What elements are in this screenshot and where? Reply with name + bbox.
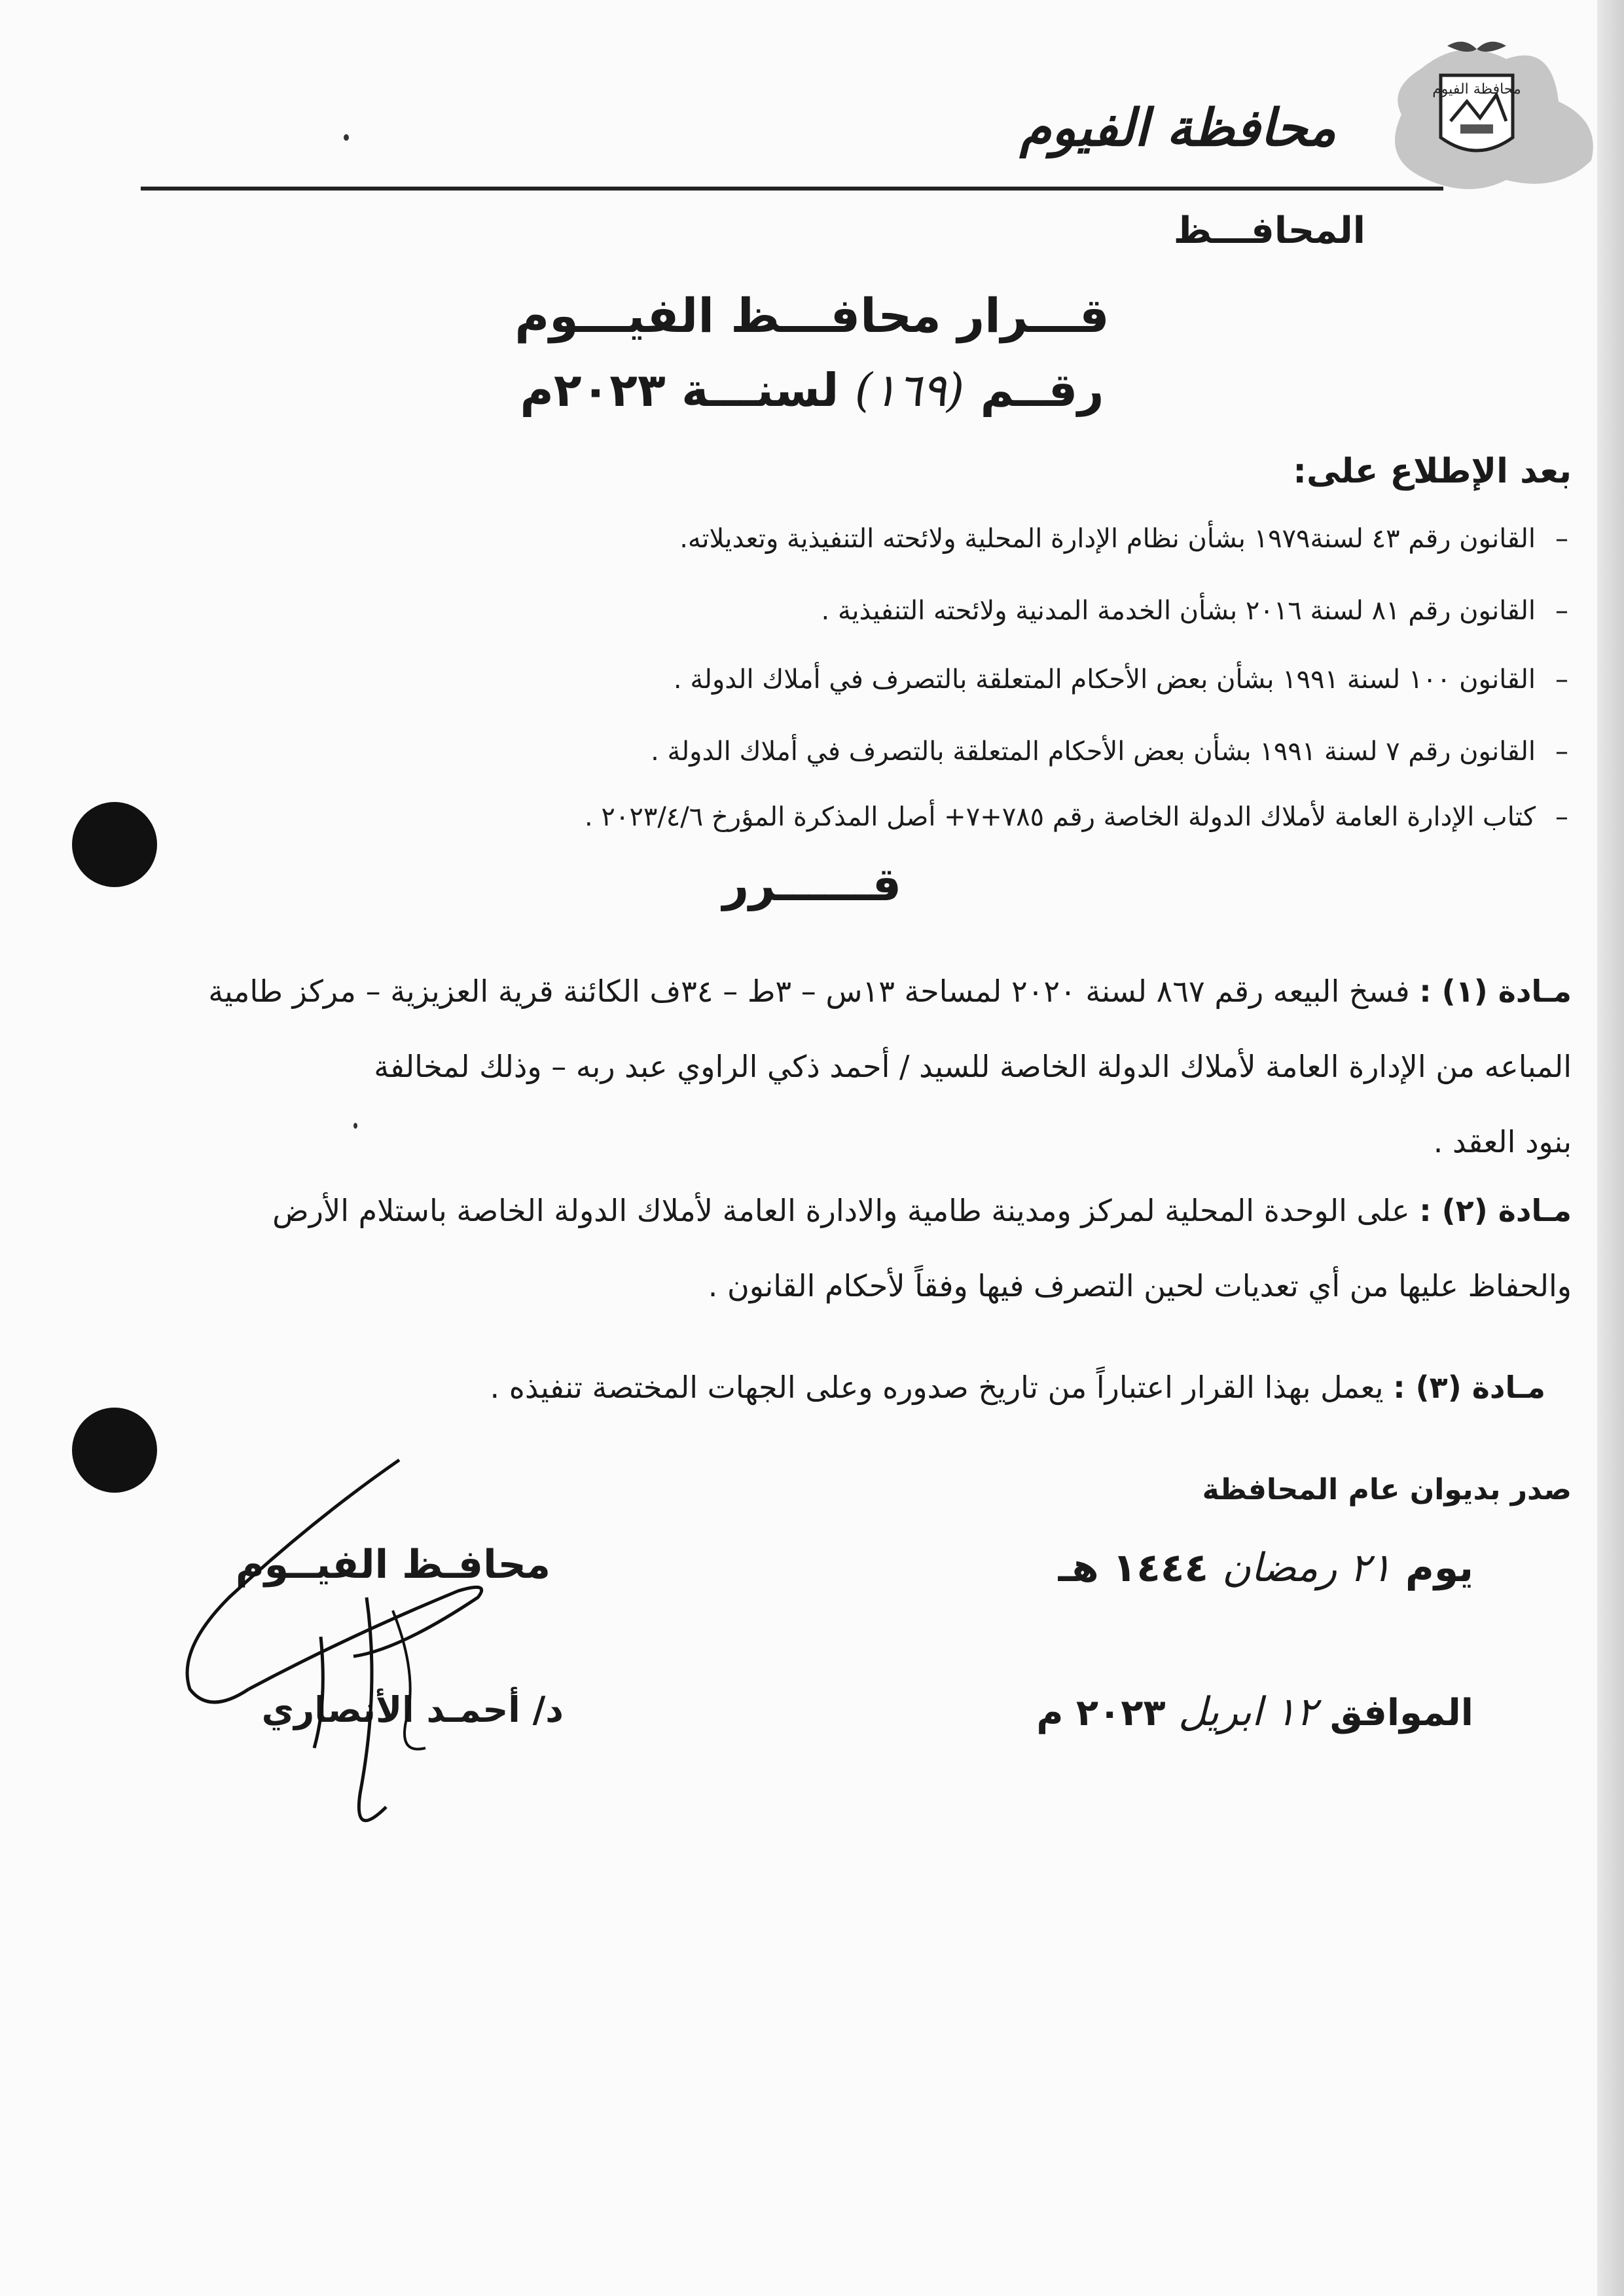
- article-1-line-2: المباعه من الإدارة العامة لأملاك الدولة الخاصة للسيد / أحمد ذكي الراوي عبد ربه – وذلك لمخالفة: [374, 1049, 1572, 1084]
- greg-prefix: الموافق: [1329, 1692, 1473, 1734]
- list-dash: –: [1555, 596, 1568, 626]
- article-2-text: على الوحدة المحلية لمركز ومدينة طامية والادارة العامة لأملاك الدولة الخاصة باستلام الأرض: [272, 1193, 1410, 1228]
- article-1-line-1: [208, 972, 1572, 1011]
- issued-at: صدر بديوان عام المحافظة: [1202, 1473, 1572, 1506]
- decision-number: (١٦٩): [854, 363, 965, 417]
- handwritten-signature: [151, 1440, 556, 1846]
- number-year: لسنـــة ٢٠٢٣م: [520, 363, 839, 417]
- gregorian-date: [1036, 1689, 1473, 1735]
- article-1-line-3: بنود العقد .: [1433, 1124, 1572, 1159]
- preamble-item: القانون ١٠٠ لسنة ١٩٩١ بشأن بعض الأحكام المتعلقة بالتصرف في أملاك الدولة .: [673, 665, 1536, 695]
- greg-handwritten: ١٢ ابريل: [1178, 1689, 1318, 1735]
- office-label: المحافـــظ: [1173, 210, 1365, 252]
- decided-heading: قــــــرر: [722, 858, 902, 911]
- article-2-line-1: [272, 1192, 1572, 1231]
- preamble-item: كتاب الإدارة العامة لأملاك الدولة الخاصة رقم ٧٨٥+٧+ أصل المذكرة المؤرخ ٢٠٢٣/٤/٦ .: [584, 802, 1536, 832]
- signatory-name: د/ أحمـد الأنصاري: [261, 1689, 564, 1730]
- decision-number-line: [0, 363, 1624, 417]
- emblem-caption: محافظة الفيوم: [1432, 81, 1521, 98]
- scan-speck: [344, 134, 349, 141]
- hijri-handwritten: ٢١ رمضان: [1221, 1545, 1392, 1591]
- list-dash: –: [1555, 737, 1568, 767]
- greg-year: ٢٠٢٣ م: [1036, 1692, 1166, 1734]
- signatory-title: محافـظ الفيــوم: [235, 1542, 550, 1588]
- article-1-text: فسخ البيعه رقم ٨٦٧ لسنة ٢٠٢٠ لمساحة ١٣س – ٣ط – ٣٤ف الكائنة قرية العزيزية – مركز طامية: [208, 974, 1410, 1009]
- decision-title: قـــرار محافـــظ الفيـــوم: [514, 288, 1110, 343]
- article-3-label: مـادة (٣) :: [1393, 1370, 1545, 1405]
- hijri-prefix: يوم: [1405, 1545, 1473, 1591]
- article-3-text: يعمل بهذا القرار اعتباراً من تاريخ صدوره وعلى الجهات المختصة تنفيذه .: [490, 1370, 1384, 1405]
- article-2-label: مـادة (٢) :: [1419, 1193, 1572, 1228]
- number-prefix: رقــم: [980, 363, 1104, 417]
- punch-hole: [72, 1408, 157, 1493]
- list-dash: –: [1555, 665, 1568, 695]
- list-dash: –: [1555, 802, 1568, 832]
- article-3-line-1: [490, 1368, 1545, 1408]
- article-1-label: مـادة (١) :: [1419, 974, 1572, 1009]
- article-2-line-2: والحفاظ عليها من أي تعديات لحين التصرف فيها وفقاً لأحكام القانون .: [708, 1268, 1572, 1303]
- preamble-heading: بعد الإطلاع على:: [1293, 452, 1572, 491]
- punch-hole: [72, 802, 157, 887]
- hijri-year: ١٤٤٤ هـ: [1058, 1545, 1209, 1591]
- preamble-item: القانون رقم ٨١ لسنة ٢٠١٦ بشأن الخدمة المدنية ولائحته التنفيذية .: [821, 596, 1536, 626]
- scan-edge: [1597, 0, 1624, 2296]
- scan-speck: [353, 1123, 357, 1129]
- preamble-item: القانون رقم ٤٣ لسنة١٩٧٩ بشأن نظام الإدارة المحلية ولائحته التنفيذية وتعديلاته.: [679, 524, 1536, 554]
- hijri-date: [1058, 1545, 1473, 1591]
- preamble-item: القانون رقم ٧ لسنة ١٩٩١ بشأن بعض الأحكام المتعلقة بالتصرف في أملاك الدولة .: [651, 737, 1536, 767]
- list-dash: –: [1555, 524, 1568, 554]
- governorate-name: محافظة الفيوم: [1019, 98, 1336, 158]
- header-divider: [141, 187, 1443, 191]
